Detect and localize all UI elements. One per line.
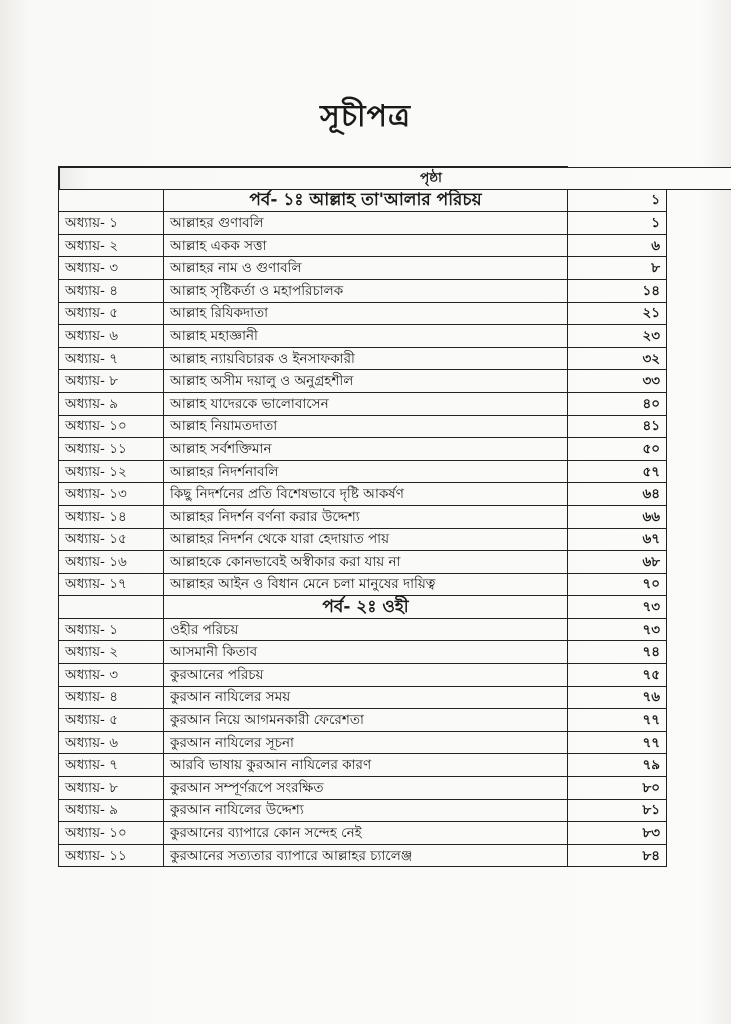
chapter-page-number: ৭০: [568, 573, 667, 596]
chapter-page-number: ২৩: [568, 325, 667, 348]
chapter-subject[interactable]: কুরআন নাযিলের উদ্দেশ্য: [164, 799, 568, 822]
chapter-label: অধ্যায়- ৩: [59, 664, 164, 687]
chapter-subject[interactable]: আল্লাহর নিদর্শনাবলি: [164, 460, 568, 483]
table-row: [59, 844, 667, 867]
table-row: [59, 257, 667, 280]
chapter-subject[interactable]: আল্লাহ সর্বশক্তিমান: [164, 438, 568, 461]
chapter-subject[interactable]: কিছু নিদর্শনের প্রতি বিশেষভাবে দৃষ্টি আকর্ষণ: [164, 483, 568, 506]
chapter-page-number: ১৪: [568, 279, 667, 302]
table-row: [59, 754, 667, 777]
chapter-page-number: ৫০: [568, 438, 667, 461]
chapter-label: অধ্যায়- ২: [59, 234, 164, 257]
chapter-label: অধ্যায়- ১: [59, 212, 164, 235]
table-row: [59, 686, 667, 709]
chapter-page-number: ৮০: [568, 777, 667, 800]
chapter-label: অধ্যায়- ১১: [59, 844, 164, 867]
table-row: [59, 777, 667, 800]
chapter-label: অধ্যায়- ১৩: [59, 483, 164, 506]
table-row: [59, 438, 667, 461]
chapter-subject[interactable]: আল্লাহ নিয়ামতদাতা: [164, 415, 568, 438]
chapter-label: অধ্যায়- ৬: [59, 731, 164, 754]
table-row: [59, 212, 667, 235]
table-row: [59, 505, 667, 528]
chapter-subject[interactable]: আল্লাহর আইন ও বিধান মেনে চলা মানুষের দায়িত্ব: [164, 573, 568, 596]
chapter-page-number: ৭৪: [568, 641, 667, 664]
part-title[interactable]: পর্ব- ২ঃ ওহী: [164, 596, 568, 619]
chapter-page-number: ৭৩: [568, 618, 667, 641]
chapter-subject[interactable]: আল্লাহ রিযিকদাতা: [164, 302, 568, 325]
chapter-page-number: ১: [568, 212, 667, 235]
chapter-label: অধ্যায়- ১২: [59, 460, 164, 483]
chapter-page-number: ৬৭: [568, 528, 667, 551]
table-row: [59, 325, 667, 348]
chapter-label: অধ্যায়- ৫: [59, 709, 164, 732]
chapter-subject[interactable]: আসমানী কিতাব: [164, 641, 568, 664]
chapter-label: অধ্যায়- ৮: [59, 370, 164, 393]
chapter-label: অধ্যায়- ৮: [59, 777, 164, 800]
contents-table: [58, 166, 667, 867]
chapter-label: অধ্যায়- ১৬: [59, 551, 164, 574]
chapter-page-number: ৮৩: [568, 822, 667, 845]
chapter-page-number: ৩২: [568, 347, 667, 370]
chapter-page-number: ৭৭: [568, 731, 667, 754]
part-page-number: ১: [568, 189, 667, 212]
table-row: [59, 279, 667, 302]
table-row: [59, 618, 667, 641]
chapter-subject[interactable]: আল্লাহর নিদর্শন থেকে যারা হেদায়াত পায়: [164, 528, 568, 551]
chapter-page-number: ৮: [568, 257, 667, 280]
table-row: [59, 483, 667, 506]
chapter-subject[interactable]: কুরআন নিয়ে আগমনকারী ফেরেশতা: [164, 709, 568, 732]
chapter-label: অধ্যায়- ৭: [59, 754, 164, 777]
chapter-page-number: ৭৬: [568, 686, 667, 709]
chapter-label: অধ্যায়- ৩: [59, 257, 164, 280]
chapter-label: অধ্যায়- ১১: [59, 438, 164, 461]
part-row: [59, 189, 667, 212]
chapter-label: অধ্যায়- ১৭: [59, 573, 164, 596]
table-row: [59, 528, 667, 551]
table-row: [59, 551, 667, 574]
table-row: [59, 731, 667, 754]
part-chapter-cell: [59, 189, 164, 212]
chapter-label: অধ্যায়- ৫: [59, 302, 164, 325]
chapter-subject[interactable]: আল্লাহ সৃষ্টিকর্তা ও মহাপরিচালক: [164, 279, 568, 302]
chapter-label: অধ্যায়- ১: [59, 618, 164, 641]
chapter-page-number: ৪১: [568, 415, 667, 438]
table-row: [59, 460, 667, 483]
part-row: [59, 596, 667, 619]
chapter-label: অধ্যায়- ১০: [59, 415, 164, 438]
chapter-page-number: ৭৯: [568, 754, 667, 777]
chapter-page-number: ৭৫: [568, 664, 667, 687]
chapter-subject[interactable]: আল্লাহ অসীম দয়ালু ও অনুগ্রহশীল: [164, 370, 568, 393]
chapter-page-number: ৮৪: [568, 844, 667, 867]
chapter-page-number: ৮১: [568, 799, 667, 822]
table-row: [59, 302, 667, 325]
part-page-number: ৭৩: [568, 596, 667, 619]
chapter-label: অধ্যায়- ৪: [59, 279, 164, 302]
chapter-subject[interactable]: কুরআনের সত্যতার ব্যাপারে আল্লাহর চ্যালেঞ্জ: [164, 844, 568, 867]
chapter-label: অধ্যায়- ৯: [59, 799, 164, 822]
table-row: [59, 234, 667, 257]
chapter-label: অধ্যায়- ৪: [59, 686, 164, 709]
table-row: [59, 709, 667, 732]
chapter-subject[interactable]: কুরআনের ব্যাপারে কোন সন্দেহ নেই: [164, 822, 568, 845]
chapter-subject[interactable]: আল্লাহ ন্যায়বিচারক ও ইনসাফকারী: [164, 347, 568, 370]
chapter-page-number: ৬৬: [568, 505, 667, 528]
chapter-label: অধ্যায়- ৬: [59, 325, 164, 348]
chapter-page-number: ৪০: [568, 392, 667, 415]
table-row: [59, 822, 667, 845]
part-chapter-cell: [59, 596, 164, 619]
chapter-label: অধ্যায়- ৯: [59, 392, 164, 415]
table-row: [59, 573, 667, 596]
part-title[interactable]: পর্ব- ১ঃ আল্লাহ তা'আলার পরিচয়: [164, 189, 568, 212]
table-row: [59, 347, 667, 370]
chapter-page-number: ৩৩: [568, 370, 667, 393]
chapter-subject[interactable]: আল্লাহ যাদেরকে ভালোবাসেন: [164, 392, 568, 415]
page-title: সূচীপত্র: [320, 99, 411, 134]
chapter-page-number: ২১: [568, 302, 667, 325]
chapter-subject[interactable]: আল্লাহ মহাজ্ঞানী: [164, 325, 568, 348]
chapter-subject[interactable]: আল্লাহ একক সত্তা: [164, 234, 568, 257]
table-row: [59, 415, 667, 438]
chapter-page-number: ৬: [568, 234, 667, 257]
table-row: [59, 370, 667, 393]
chapter-subject[interactable]: কুরআন নাযিলের সময়: [164, 686, 568, 709]
chapter-label: অধ্যায়- ৭: [59, 347, 164, 370]
chapter-subject[interactable]: ওহীর পরিচয়: [164, 618, 568, 641]
chapter-label: অধ্যায়- ১৫: [59, 528, 164, 551]
chapter-subject[interactable]: আল্লাহর নাম ও গুণাবলি: [164, 257, 568, 280]
chapter-page-number: ৬৮: [568, 551, 667, 574]
table-row: [59, 392, 667, 415]
chapter-subject[interactable]: কুরআন সম্পূর্ণরূপে সংরক্ষিত: [164, 777, 568, 800]
chapter-label: অধ্যায়- ১৪: [59, 505, 164, 528]
chapter-page-number: ৫৭: [568, 460, 667, 483]
chapter-page-number: ৭৭: [568, 709, 667, 732]
chapter-label: অধ্যায়- ২: [59, 641, 164, 664]
chapter-subject[interactable]: আরবি ভাষায় কুরআন নাযিলের কারণ: [164, 754, 568, 777]
chapter-subject[interactable]: কুরআনের পরিচয়: [164, 664, 568, 687]
chapter-label: অধ্যায়- ১০: [59, 822, 164, 845]
chapter-subject[interactable]: আল্লাহর গুণাবলি: [164, 212, 568, 235]
table-row: [59, 799, 667, 822]
table-header-row: [59, 167, 667, 190]
chapter-subject[interactable]: আল্লাহকে কোনভাবেই অস্বীকার করা যায় না: [164, 551, 568, 574]
table-row: [59, 664, 667, 687]
chapter-page-number: ৬৪: [568, 483, 667, 506]
chapter-subject[interactable]: কুরআন নাযিলের সূচনা: [164, 731, 568, 754]
table-row: [59, 641, 667, 664]
header-page: পৃষ্ঠা: [59, 167, 731, 191]
chapter-subject[interactable]: আল্লাহর নিদর্শন বর্ণনা করার উদ্দেশ্য: [164, 505, 568, 528]
